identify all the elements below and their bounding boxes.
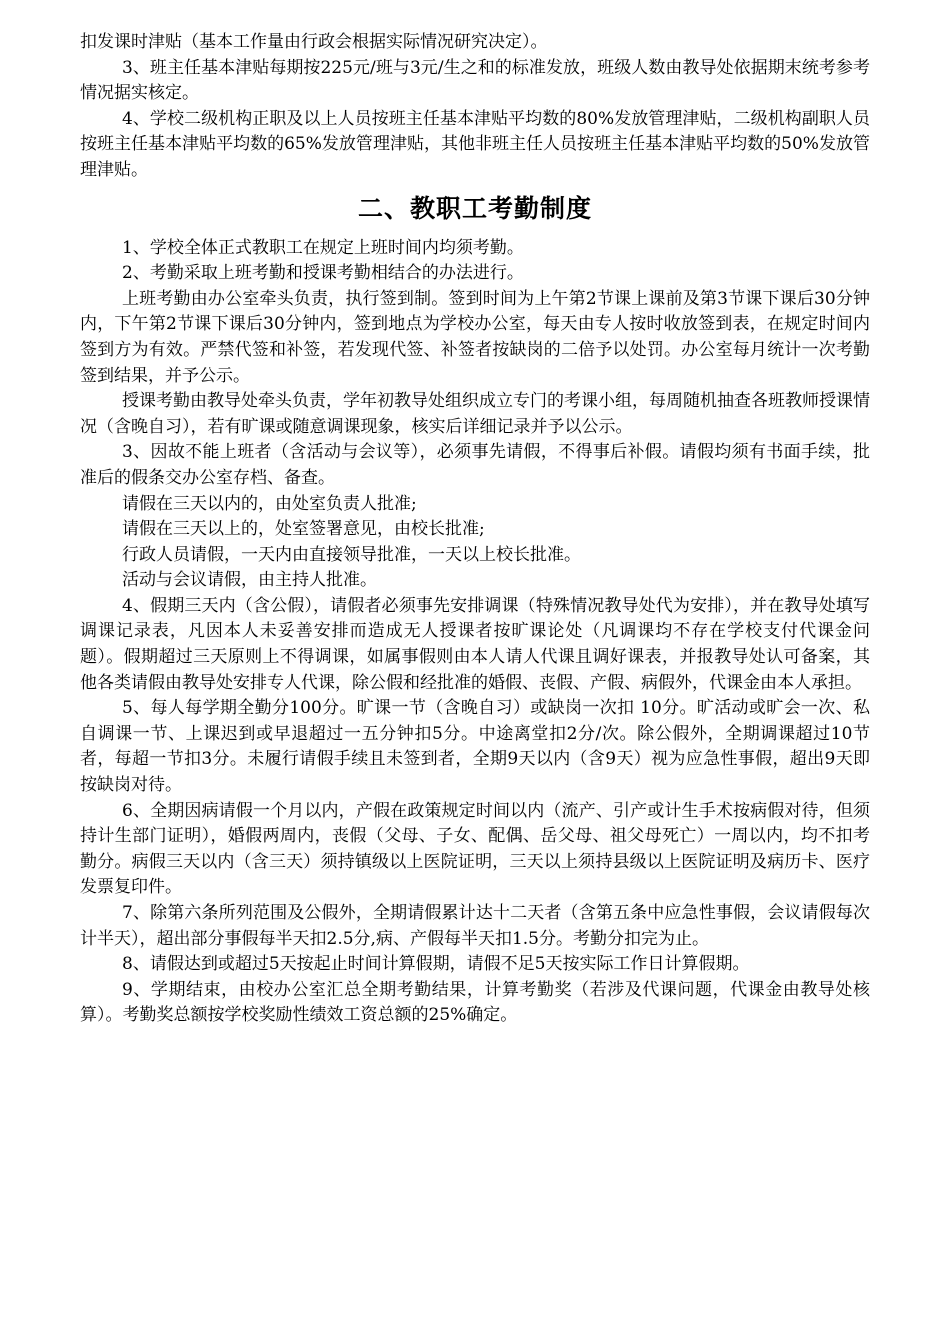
paragraph-1: 1、学校全体正式教职工在规定上班时间内均须考勤。	[122, 237, 524, 258]
paragraph-4: 4、假期三天内（含公假），请假者必须事先安排调课（特殊情况教导处代为安排），并在教导处填写调课记录表，凡因本人未妥善安排而造成无人授课者按旷课论处（凡调课均不存在学校支付代课金问题）。假期超过三天原则上不得调课，如属事假则由本人请人代课且调好课表，并报教导处认可备案，其他各类请假由教导处安排专人代课，除公假和经批准的婚假、丧假、产假、病假外，代课金由本人承担。	[80, 595, 870, 693]
leave-rule-activities: 活动与会议请假，由主持人批准。	[122, 570, 377, 591]
leave-rule-administrative: 行政人员请假，一天内由直接领导批准，一天以上校长批准。	[122, 544, 581, 565]
paragraph-item-4: 4、学校二级机构正职及以上人员按班主任基本津贴平均数的80%发放管理津贴，二级机构副职人员按班主任基本津贴平均数的65%发放管理津贴，其他非班主任人员按班主任基本津贴平均数的50%发放管理津贴。	[80, 108, 870, 180]
paragraph-3: 3、因故不能上班者（含活动与会议等），必须事先请假，不得事后补假。请假均须有书面手续，批准后的假条交办公室存档、备查。	[80, 442, 870, 488]
paragraph-item-3: 3、班主任基本津贴每期按225元/班与3元/生之和的标准发放，班级人数由教导处依据期末统考参考情况据实核定。	[80, 57, 870, 104]
paragraph-5: 5、每人每学期全勤分100分。旷课一节（含晚自习）或缺岗一次扣 10分。旷活动或旷会一次、私自调课一节、上课迟到或早退超过一五分钟扣5分。中途离堂扣2分/次。除公假外，全期调课超过10节者，每超一节扣3分。未履行请假手续且未签到者，全期9天以内（含9天）视为应急性事假，超出9天即按缺岗对待。	[80, 698, 870, 796]
paragraph-8: 8、请假达到或超过5天按起止时间计算假期，请假不足5天按实际工作日计算假期。	[122, 954, 750, 975]
leave-rule-over-three-days: 请假在三天以上的，处室签署意见，由校长批准;	[122, 519, 485, 540]
section-heading: 二、教职工考勤制度	[357, 193, 592, 223]
paragraph-continuation: 扣发课时津贴（基本工作量由行政会根据实际情况研究决定）。	[80, 32, 548, 52]
paragraph-office-attendance: 上班考勤由办公室牵头负责，执行签到制。签到时间为上午第2节课上课前及第3节课下课后30分钟内，下午第2节课下课后30分钟内，签到地点为学校办公室，每天由专人按时收放签到表，在规定时间内签到方为有效。严禁代签和补签，若发现代签、补签者按缺岗的二倍予以处罚。办公室每月统计一次考勤签到结果，并予公示。	[80, 288, 870, 386]
paragraph-teaching-attendance: 授课考勤由教导处牵头负责，学年初教导处组织成立专门的考课小组，每周随机抽查各班教师授课情况（含晚自习），若有旷课或随意调课现象，核实后详细记录并予以公示。	[80, 391, 870, 437]
paragraph-2: 2、考勤采取上班考勤和授课考勤相结合的办法进行。	[122, 263, 524, 284]
leave-rule-within-three-days: 请假在三天以内的，由处室负责人批准;	[122, 493, 417, 514]
paragraph-6: 6、全期因病请假一个月以内，产假在政策规定时间以内（流产、引产或计生手术按病假对待，但须持计生部门证明），婚假两周内，丧假（父母、子女、配偶、岳父母、祖父母死亡）一周以内，均不扣考勤分。病假三天以内（含三天）须持镇级以上医院证明，三天以上须持县级以上医院证明及病历卡、医疗发票复印件。	[80, 800, 870, 898]
paragraph-9: 9、学期结束，由校办公室汇总全期考勤结果，计算考勤奖（若涉及代课问题，代课金由教导处核算）。考勤奖总额按学校奖励性绩效工资总额的25%确定。	[80, 979, 870, 1026]
paragraph-7: 7、除第六条所列范围及公假外，全期请假累计达十二天者（含第五条中应急性事假，会议请假每次计半天），超出部分事假每半天扣2.5分,病、产假每半天扣1.5分。考勤分扣完为止。	[80, 903, 870, 949]
